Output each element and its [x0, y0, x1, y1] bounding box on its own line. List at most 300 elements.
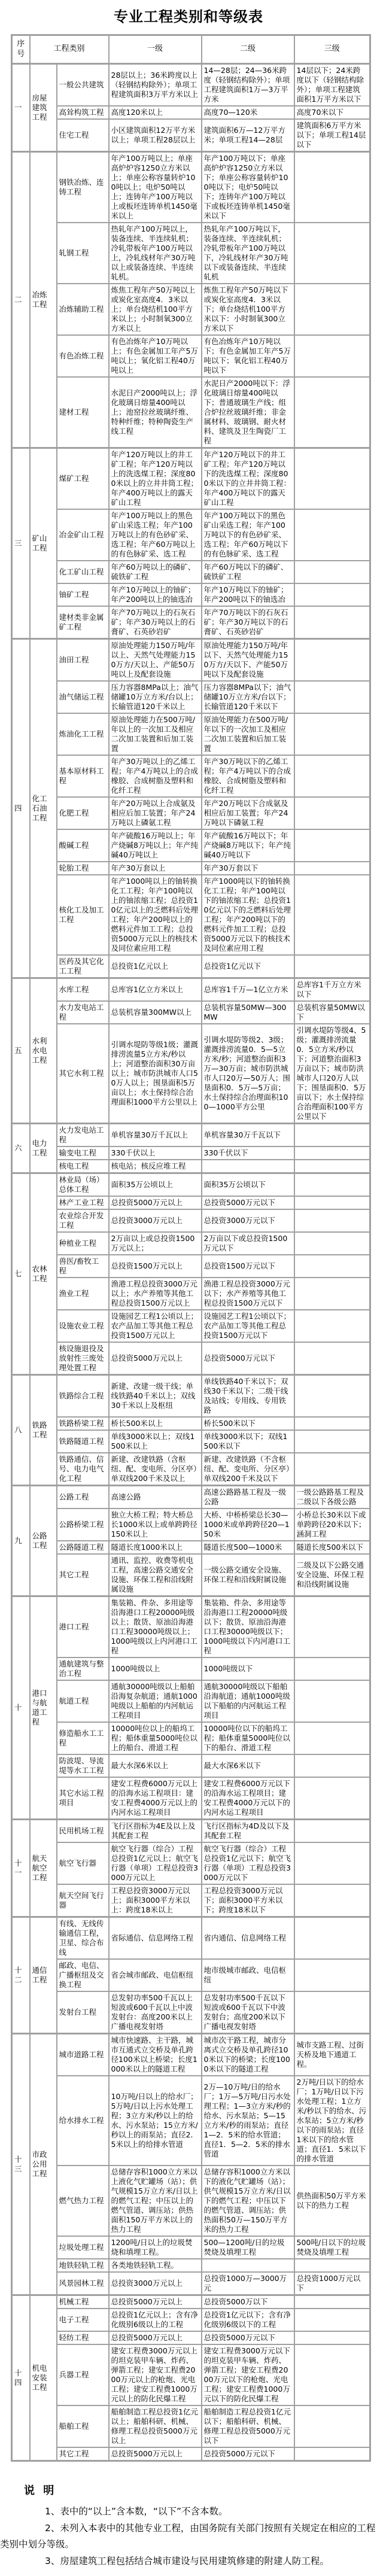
- table-row: [12, 1278, 370, 1310]
- subcategory-cell: 公路工程: [57, 1486, 109, 1509]
- subcategory-cell: 钢铁冶炼、连铸工程: [57, 152, 109, 223]
- grade3-cell: [294, 1680, 370, 1722]
- table-row: [12, 1196, 370, 1209]
- header-row: [12, 35, 370, 64]
- grade1-cell: 年产20万吨以上合成氨及相应后加工装置；年产24万吨以上磷氨工程: [109, 797, 202, 829]
- grade2-cell: 年产120万吨以下的井工矿工程；年产120万吨以下的洗选煤工程；深度800米以下的立井井筒工程：年产400万吨以下的露天矿山工程: [202, 448, 294, 510]
- table-row: [12, 978, 370, 1002]
- grade1-cell: 单机容量30万千瓦以上: [109, 1124, 202, 1147]
- table-row: [12, 1173, 370, 1197]
- grade2-cell: 年产30万套以下: [202, 862, 294, 875]
- subcategory-cell: 建材工程: [57, 377, 109, 448]
- subcategory-cell: 水力发电站工程: [57, 1001, 109, 1024]
- header-seq: 序号: [12, 35, 30, 64]
- grade2-cell: 设施园艺工程1公顷以下；农产品加工等其他工程总投资1500万元以下: [202, 1310, 294, 1342]
- section-一: [12, 64, 370, 152]
- section-十三: [12, 2034, 370, 2295]
- subcategory-cell: 铁路桥梁工程: [57, 1417, 109, 1430]
- table-row: [12, 862, 370, 875]
- subcategory-cell: 冶金矿山工程: [57, 509, 109, 561]
- grade3-cell: [294, 639, 370, 682]
- grade2-cell: 年产100万吨以下的黑色矿山采选工程；年产100万吨以下的有色砂矿采、选工程；年产60万吨以下的有色脉矿采、选工程: [202, 509, 294, 561]
- subcategory-cell: 铁路综合工程: [57, 1375, 109, 1418]
- grade1-cell: 10000吨位以上的船坞工程；船体重量5000吨位以上的船台、滑道工程: [109, 1722, 202, 1754]
- section-name-cell: 航天航空工程: [30, 1820, 57, 1917]
- grade2-cell: 高度70—120米: [202, 106, 294, 119]
- section-十: [12, 1596, 370, 1820]
- grade1-cell: 总投资5000万元以上: [109, 1196, 202, 1209]
- subcategory-cell: 铀矿工程: [57, 583, 109, 606]
- table-row: [12, 1596, 370, 1658]
- table-row: [12, 106, 370, 119]
- grade2-cell: 1000吨级以下: [202, 1657, 294, 1680]
- grade1-cell: 集装箱、件杂、多用途等沿海港口工程20000吨级以上；散货、原油沿海港口工程30000吨级以上；1000吨级以上内河港口工程: [109, 1596, 202, 1658]
- section-name-cell: 电力工程: [30, 1124, 57, 1173]
- seq-cell: 八: [12, 1375, 30, 1486]
- grade3-cell: [294, 1596, 370, 1658]
- subcategory-cell: 有线、无线传输通信工程，卫星、综合布线: [57, 1917, 109, 1960]
- subcategory-cell: 船舶工程: [57, 2405, 109, 2447]
- grade3-cell: [294, 1917, 370, 1960]
- grade3-cell: [294, 1209, 370, 1232]
- grade3-cell: [294, 583, 370, 606]
- grade1-cell: 城市快速路、主干路，城市互通式立交桥及单孔跨径100米以上桥梁；长度1000米以上的隧道工程: [109, 2034, 202, 2076]
- grade1-cell: 高速公路: [109, 1486, 202, 1509]
- grade2-cell: 大桥、中桥桥梁总长30—1000米或单跨跨径20—150米: [202, 1509, 294, 1541]
- table-row: [12, 1680, 370, 1722]
- grade2-cell: 地市级城市邮政、电信枢纽: [202, 1959, 294, 1991]
- table-row: [12, 64, 370, 107]
- grade2-cell: 2万亩以下或总投资1500万元以下: [202, 1232, 294, 1255]
- subcategory-cell: 其它工程: [57, 1554, 109, 1596]
- section-name-cell: 机电安装工程: [30, 2295, 57, 2461]
- section-name-cell: 市政公用工程: [30, 2034, 57, 2295]
- table-row: [12, 2331, 370, 2344]
- subcategory-cell: 燃气热力工程: [57, 2166, 109, 2236]
- grade1-cell: 1200吨/日以上的垃圾焚烧和填埋工程。: [109, 2236, 202, 2259]
- grade3-cell: [294, 681, 370, 713]
- grade1-cell: 年产100万吨以上；单座高炉炉容1250立方米以上；单座公称容量转炉100吨以上；电炉50吨以上；连铸年产100万吨以上或板坯连铸单机1450毫米以上: [109, 152, 202, 223]
- grade1-cell: 原油处理能力在500万吨/年以上的一次加工及相应二次加工装置和后加工装置: [109, 713, 202, 755]
- grade1-cell: 省际通信、信息网络工程: [109, 1917, 202, 1960]
- notes-heading: 说 明: [24, 2484, 57, 2498]
- table-row: [12, 1820, 370, 1843]
- seq-cell: 十三: [12, 2034, 30, 2295]
- grade2-cell: 压力容器8MPa以下；油气储罐10万立方米/台以下；长输管道120千米以下: [202, 681, 294, 713]
- grade3-cell: [294, 152, 370, 223]
- header-grade1: 一级: [109, 35, 202, 64]
- grade2-cell: 通航30000吨级以下船舶沿海航道；通航1000吨级以下船舶的内河航运工程项目: [202, 1680, 294, 1722]
- table-row: [12, 1001, 370, 1024]
- grade2-cell: 年产硫酸16万吨以下；年产烧碱8万吨以下；年产纯碱40万吨以下: [202, 829, 294, 862]
- grade3-cell: [294, 2309, 370, 2331]
- subcategory-cell: 航空飞行器: [57, 1842, 109, 1884]
- grade1-cell: 炼焦工程年产50万吨以上或炭化室高度4．3米以上；单台烧结机100平方米以上；小时制氧300立方米以上: [109, 284, 202, 335]
- table-row: [12, 223, 370, 284]
- grade1-cell: 年产30万吨以上的乙烯工程；年产4万吨以上的合成橡胶、合成树脂及塑料和化纤工程: [109, 755, 202, 797]
- grade2-cell: 建安工程费3000万元以下的坦克装甲车辆、炸药、弹箭工程；建安工程费2000万元以下的枪炮、光电工程；建安工程费1000万元以下的防化民爆工程: [202, 2344, 294, 2405]
- subcategory-cell: 公路隧道工程: [57, 1541, 109, 1554]
- grade1-cell: 总投资1500万元以上: [109, 1255, 202, 1278]
- table-row: [12, 1310, 370, 1342]
- grade2-cell: 单线3000米以下；双线1500米以下: [202, 1430, 294, 1453]
- table-row: [12, 1991, 370, 2034]
- subcategory-cell: 油气储运工程: [57, 681, 109, 713]
- grade3-cell: 500吨/日以下的垃圾焚烧及填埋工程: [294, 2236, 370, 2259]
- grade2-cell: 引调水堤防等级2、3级；灌溉排涝流量0．5—5立方米/秒；河道整治面积3万—30万亩；城市防洪城市人口20万—50万人；围垦面积0．5万—5万亩；水土保持综合治理面积100—1000平方公里: [202, 1024, 294, 1124]
- table-row: [12, 2447, 370, 2461]
- grade3-cell: [294, 797, 370, 829]
- table-row: [12, 1486, 370, 1509]
- grade2-cell: 城市次干路工程，城市分离式立交桥及单孔跨径100米以下的桥梁；长度1000米以下的隧道工程: [202, 2034, 294, 2076]
- table-row: [12, 1024, 370, 1124]
- subcategory-cell: 火力发电站工程: [57, 1124, 109, 1147]
- grade1-cell: 总投资5000万元以上: [109, 2295, 202, 2309]
- subcategory-cell: 机械工程: [57, 2295, 109, 2309]
- subcategory-cell: 设施农业工程: [57, 1310, 109, 1342]
- grade2-cell: [202, 1160, 294, 1173]
- table-row: [12, 2295, 370, 2309]
- section-十一: [12, 1820, 370, 1917]
- section-name-cell: 化工石油工程: [30, 639, 57, 978]
- grade1-cell: 1000吨级以上: [109, 1657, 202, 1680]
- table-row: [12, 955, 370, 978]
- grade2-cell: 面积35万公顷以下: [202, 1173, 294, 1197]
- grade3-cell: [294, 1820, 370, 1843]
- table-row: [12, 1453, 370, 1486]
- subcategory-cell: 铁路通信、信号、电力电气化工程: [57, 1453, 109, 1486]
- table-row: [12, 875, 370, 955]
- table-row: [12, 2236, 370, 2259]
- subcategory-cell: 林业局（场）总体工程: [57, 1173, 109, 1197]
- table-row: [12, 829, 370, 862]
- seq-cell: 三: [12, 448, 30, 639]
- section-十四: [12, 2295, 370, 2461]
- grade1-cell: 新建、改建一级干线；单线铁路40千米以上；双线30千米以上及枢纽: [109, 1375, 202, 1418]
- table-row: [12, 2309, 370, 2331]
- grade2-cell: 年产10万吨以下的铀矿；年产200吨以下的铀选冶: [202, 583, 294, 606]
- header-grade2: 二级: [202, 35, 294, 64]
- grade3-cell: [294, 2405, 370, 2447]
- table-row: [12, 1842, 370, 1884]
- grade3-cell: [294, 561, 370, 583]
- grade3-cell: [294, 448, 370, 510]
- grade2-cell: 原油处理能力150万吨/年以下、天然气处理能力150万方/天以下、产能50万吨以下及配套设施: [202, 639, 294, 682]
- section-十二: [12, 1917, 370, 2034]
- grade1-cell: 核电站；核反应堆工程: [109, 1160, 202, 1173]
- grade1-cell: 2万亩以上或总投资1500万元以上；: [109, 1232, 202, 1255]
- grade1-cell: 年产30万套以上: [109, 862, 202, 875]
- grade3-cell: [294, 1991, 370, 2034]
- table-row: [12, 797, 370, 829]
- subcategory-cell: 基本原材料工程: [57, 755, 109, 797]
- table-row: [12, 1657, 370, 1680]
- grade1-cell: 10万吨/日以上的给水厂；5万吨/日以上污水处理工程；3立方米/秒以上的给水、污水泵站；15立方米/秒以上的雨泵站；直径2．5米以上的给排水管道: [109, 2076, 202, 2166]
- table-row: [12, 1884, 370, 1917]
- seq-cell: 二: [12, 152, 30, 448]
- table-wrap: [11, 34, 369, 2462]
- grade2-cell: 总储存容积1000立方米以下的液化气贮罐场（站）；供气规模15万立方米/日以下的燃气工程；中压以下的燃气管道、调压站；供热面积50万—150万平方米的热力工程: [202, 2166, 294, 2236]
- grade1-cell: 年产硫酸16万吨以上；年产烧碱8万吨以上；年产纯碱40万吨以上: [109, 829, 202, 862]
- grade3-cell: [294, 1375, 370, 1418]
- grade2-cell: 2万—10万吨/日的给水厂；1万—5万吨/日污水处理工程；1—3立方米/秒的给水、污水泵站；5—15 立方米/秒的雨泵站；直径1—2．5米的给水管道；直径1．5—2．5米的排水管道: [202, 2076, 294, 2166]
- grade3-cell: [294, 1959, 370, 1991]
- table-row: [12, 119, 370, 152]
- grade1-cell: 330千伏以上: [109, 1146, 202, 1160]
- grade1-cell: 渔港工程总投资3000万元以上；水产养殖等其他工程总投资1500万元以上: [109, 1278, 202, 1310]
- grade1-cell: 总投资5000万元以上: [109, 2331, 202, 2344]
- table-row: [12, 1754, 370, 1777]
- grade1-cell: 通航30000吨级以上船舶沿海复杂航道；通航1000吨级以上船舶的内河航运工程项目: [109, 1680, 202, 1722]
- grade2-cell: 年产30万吨以下的乙烯工程；年产4万吨以下的合成橡胶、合成树脂及塑料和化纤工程: [202, 755, 294, 797]
- notes: [0, 2482, 377, 2575]
- grade3-cell: [294, 1146, 370, 1160]
- grade2-cell: 渔港工程总投资3000万元以下；水产养殖等其他工程总投资1500万元以下: [202, 1278, 294, 1310]
- grade1-cell: 总投资1亿元以上；含有净化级别6级以上的工程: [109, 2309, 202, 2331]
- subcategory-cell: 核化工及加工工程: [57, 875, 109, 955]
- grade1-cell: 总投资5000万元以上: [109, 2447, 202, 2461]
- grade3-cell: [294, 1754, 370, 1777]
- grade2-cell: 总投资5000万元以下: [202, 1342, 294, 1375]
- table-row: [12, 377, 370, 448]
- grade1-cell: 总储存容积1000立方米以上液化气贮罐场（站）；供气规模15万立方米/日以上的燃气工程；中压以上的燃气管道、调压站；供热面积150万平方米以上的热力工程: [109, 2166, 202, 2236]
- subcategory-cell: 航天空间飞行器: [57, 1884, 109, 1917]
- table-header: [12, 35, 370, 64]
- note-item: 3、房屋建筑工程包括结合城市建设与民用建筑修建的附建人防工程。: [45, 2555, 329, 2566]
- grade2-cell: 总投资5000万元以下: [202, 2331, 294, 2344]
- section-name-cell: 矿山工程: [30, 448, 57, 639]
- grade3-cell: [294, 1278, 370, 1310]
- grade3-cell: 二级及以下公路交通安全设施、环保工程和沿线附属设施: [294, 1554, 370, 1596]
- grade2-cell: 总投资1亿元以下: [202, 955, 294, 978]
- grade2-cell: 原油处理能力在500万吨/年以下的一次加工及相应二次加工装置和后加工装置: [202, 713, 294, 755]
- table-row: [12, 1124, 370, 1147]
- table-row: [12, 1255, 370, 1278]
- grade3-cell: [294, 755, 370, 797]
- table-row: [12, 1722, 370, 1754]
- table-row: [12, 639, 370, 682]
- grade2-cell: 船舶制造工程总投资1亿元以下；船舶科研、机械、修理工程总投资5000万元以下: [202, 2405, 294, 2447]
- grade3-cell: [294, 1417, 370, 1430]
- subcategory-cell: 风景园林工程: [57, 2272, 109, 2295]
- grade-table: [11, 34, 371, 2462]
- subcategory-cell: 其它工程: [57, 2447, 109, 2461]
- subcategory-cell: 农业综合开发工程: [57, 1209, 109, 1232]
- grade3-cell: [294, 1232, 370, 1255]
- subcategory-cell: 邮政、电信、广播枢纽及交换工程: [57, 1959, 109, 1991]
- table-row: [12, 2076, 370, 2166]
- table-row: [12, 1417, 370, 1430]
- page-title: 专业工程类别和等级表: [114, 8, 263, 25]
- subcategory-cell: 地铁轻轨工程: [57, 2259, 109, 2272]
- subcategory-cell: 修造船水工工程: [57, 1722, 109, 1754]
- table-row: [12, 1232, 370, 1255]
- grade2-cell: 年产1000吨以下的铀转换化工工程；年产100吨以下的铀浓缩工程；总投资10亿元以下的乏燃料后处理工程；年产200吨以下的燃料元件加工工程；总投资5000万元以下的核技术及同位素应用工程: [202, 875, 294, 955]
- section-九: [12, 1486, 370, 1596]
- grade1-cell: 航空飞行器（综合）工程总投资1亿元以上；航空飞行器（单项）工程总投资3000万元以上: [109, 1842, 202, 1884]
- grade3-cell: 总装机容量50MW以下: [294, 1001, 370, 1024]
- grade1-cell: 总投资5000万元以上: [109, 1342, 202, 1375]
- subcategory-cell: 种植业工程: [57, 1232, 109, 1255]
- grade1-cell: 建安工程费6000万元以上的沿海水运工程项目：建安工程费4000万元以上的内河水运工程项目: [109, 1777, 202, 1820]
- table-row: [12, 1541, 370, 1554]
- grade1-cell: 高度120米以上: [109, 106, 202, 119]
- grade3-cell: [294, 1310, 370, 1342]
- grade3-cell: 总库容1千万立方米以下: [294, 978, 370, 1002]
- grade1-cell: 年产70万吨以上的石灰石矿；年产30万吨以上的石膏矿、石英砂岩矿: [109, 606, 202, 639]
- subcategory-cell: 输变电工程: [57, 1146, 109, 1160]
- note-item: 1、表中的“以上”含本数，“以下”不含本数。: [45, 2506, 228, 2517]
- section-name-cell: 铁路工程: [30, 1375, 57, 1486]
- table-row: [12, 1777, 370, 1820]
- grade2-cell: [202, 2259, 294, 2272]
- seq-cell: 十四: [12, 2295, 30, 2461]
- grade3-cell: 供热面积50万平方米以下的热力工程: [294, 2166, 370, 2236]
- grade1-cell: 新建、改建铁路（含枢纽、配、变电所、分区亭）单双线200千米及以上: [109, 1453, 202, 1486]
- grade1-cell: 面积35万公顷以上: [109, 1173, 202, 1197]
- table-row: [12, 152, 370, 223]
- subcategory-cell: 发射台工程: [57, 1991, 109, 2034]
- seq-cell: 十二: [12, 1917, 30, 2034]
- subcategory-cell: 兽医/畜牧工程: [57, 1255, 109, 1278]
- grade1-cell: 年产1000吨以上的铀转换化工工程；年产100吨以上的铀浓缩工程；总投资10亿元以上的乏燃料后处理工程；年产200吨以上的燃料元件加工工程；总投资5000万元以上的核技术及同位素应用工程: [109, 875, 202, 955]
- grade2-cell: 省内通信、信息网络工程: [202, 1917, 294, 1960]
- grade2-cell: 年产60万吨以下的磷矿、硫铁矿工程: [202, 561, 294, 583]
- grade3-cell: 一级公路路基工程及二级以下各级公路: [294, 1486, 370, 1509]
- grade2-cell: 航空飞行器（综合）工程总投资1亿元以下；航空飞行器（单项）工程总投资3000万元以下: [202, 1842, 294, 1884]
- grade3-cell: [294, 955, 370, 978]
- subcategory-cell: 轮胎工程: [57, 862, 109, 875]
- section-七: [12, 1173, 370, 1375]
- subcategory-cell: 给水排水工程: [57, 2076, 109, 2166]
- grade2-cell: 总投资5000万以下: [202, 2295, 294, 2309]
- notes-items: [0, 2504, 377, 2569]
- grade2-cell: 建安工程费6000万元以下的沿海水运工程项目；建安工程费4000万元以下的内河水运工程项目: [202, 1777, 294, 1820]
- subcategory-cell: 其它水利工程: [57, 1024, 109, 1124]
- subcategory-cell: 轧钢工程: [57, 223, 109, 284]
- grade3-cell: [294, 862, 370, 875]
- section-name-cell: 房屋建筑工程: [30, 64, 57, 152]
- table-row: [12, 2166, 370, 2236]
- section-name-cell: 公路工程: [30, 1486, 57, 1596]
- table-row: [12, 1554, 370, 1596]
- grade3-cell: [294, 1842, 370, 1884]
- grade3-cell: [294, 335, 370, 377]
- table-row: [12, 606, 370, 639]
- table-row: [12, 2034, 370, 2076]
- subcategory-cell: 一般公共建筑: [57, 64, 109, 107]
- grade1-cell: 28层以上；36米跨度以上（轻钢结构除外）；单项工程建筑面积3万平方米以上: [109, 64, 202, 107]
- grade1-cell: 通讯、监控、收费等机电工程，高速公路交通安全设施、环保工程和沿线附属设施: [109, 1554, 202, 1596]
- subcategory-cell: 航道工程: [57, 1680, 109, 1722]
- grade1-cell: 总投资3000万元以上: [109, 1209, 202, 1232]
- grade2-cell: 热轧年产100万吨以下，装备连续、半连续轧机；冷轧带板年产100万吨以下，冷轧线材年产30万吨以下或装备连续、半连续轧机: [202, 223, 294, 284]
- grade1-cell: 隧道长度1000米以上: [109, 1541, 202, 1554]
- note-item: 2、未列入本表中的其他专业工程，由国务院有关部门按照有关规定在相应的工程类别中划分等级。: [0, 2522, 376, 2550]
- grade3-cell: [294, 223, 370, 284]
- section-三: [12, 448, 370, 639]
- grade3-cell: [294, 1196, 370, 1209]
- table-row: [12, 448, 370, 510]
- subcategory-cell: 建材类非金属矿工程: [57, 606, 109, 639]
- grade3-cell: [294, 2259, 370, 2272]
- subcategory-cell: 城市道路工程: [57, 2034, 109, 2076]
- subcategory-cell: 垃圾处理工程: [57, 2236, 109, 2259]
- subcategory-cell: 冶炼辅助工程: [57, 284, 109, 335]
- subcategory-cell: 医药及其它化工工程: [57, 955, 109, 978]
- grade2-cell: 总发射功率500千瓦以下短波或600千瓦以下中波发射台；高度200米以下广播电视发射塔: [202, 1991, 294, 2034]
- grade3-cell: [294, 1160, 370, 1173]
- grade2-cell: 高速公路路基工程及一级公路: [202, 1486, 294, 1509]
- subcategory-cell: 电子工程: [57, 2309, 109, 2331]
- grade1-cell: 原油处理能力150万吨/年以上、天然气处理能力150万方/天以上、产能50万吨以上及配套设施: [109, 639, 202, 682]
- grade1-cell: 总投资3000万元以上: [109, 2272, 202, 2295]
- grade3-cell: [294, 1430, 370, 1453]
- grade1-cell: 水泥日产2000吨以上；浮化玻璃日熔量400吨以上；池窑拉丝玻璃纤维、特种纤维；特种陶瓷生产线工程: [109, 377, 202, 448]
- grade2-cell: 有色冶炼年产10万吨以下；有色金属加工年产5万吨以下；氧化铝工程40万吨以下: [202, 335, 294, 377]
- grade1-cell: 总库容1亿立方米以上: [109, 978, 202, 1002]
- grade2-cell: 建筑面积6万—12万平方米；单项工程14—28层: [202, 119, 294, 152]
- grade3-cell: [294, 1657, 370, 1680]
- subcategory-cell: 有色冶炼工程: [57, 335, 109, 377]
- table-row: [12, 713, 370, 755]
- grade1-cell: 建安工程费3000万元以上的坦克装甲车辆、炸药、弹箭工程；建安工程费2000万元以上的枪炮、光电工程；建安工程费1000万元以上的防化民爆工程: [109, 2344, 202, 2405]
- subcategory-cell: 铁路隧道工程: [57, 1430, 109, 1453]
- grade2-cell: 总装机容量50MW—300MW: [202, 1001, 294, 1024]
- section-name-cell: 农林工程: [30, 1173, 57, 1375]
- grade3-cell: [294, 1722, 370, 1754]
- section-name-cell: 通信工程: [30, 1917, 57, 2034]
- grade2-cell: 总投资1000万—3000万元: [202, 2272, 294, 2295]
- grade2-cell: 10000吨位以下的船坞工程；船体重量5000吨位以下的船台、滑道工程: [202, 1722, 294, 1754]
- grade3-cell: [294, 2344, 370, 2405]
- table-row: [12, 583, 370, 606]
- subcategory-cell: 其它水运工程项目: [57, 1777, 109, 1820]
- grade1-cell: 独立大桥工程；特大桥总长1000米以上或单跨跨径150米以上: [109, 1509, 202, 1541]
- subcategory-cell: 通航建筑与整治工程: [57, 1657, 109, 1680]
- grade1-cell: 总发射功率500千瓦以上短波或600千瓦以上中波发射台：高度200米以上广播电视发射塔: [109, 1991, 202, 2034]
- grade3-cell: [294, 2447, 370, 2461]
- table-row: [12, 335, 370, 377]
- grade1-cell: 船舶制造工程总投资1亿元以上；船舶科研、机械、修理工程总投资5000万元以上: [109, 2405, 202, 2447]
- seq-cell: 四: [12, 639, 30, 978]
- table-row: [12, 681, 370, 713]
- grade1-cell: 有色冶炼年产10万吨以上；有色金属加工年产5万吨以上；氧化铝工程40万吨以上: [109, 335, 202, 377]
- grade1-cell: 年产120万吨以上的井工矿工程；年产120万吨以上的洗选煤工程；深度800米以上的立井井筒工程；年产400万吨以上的露天矿山工程: [109, 448, 202, 510]
- grade2-cell: 500—1200吨/日的垃圾焚烧及填埋工程: [202, 2236, 294, 2259]
- grade2-cell: 14—28层；24—36米跨度（轻钢结构除外）；单项工程建筑面积1万—3万平方米: [202, 64, 294, 107]
- grade3-cell: [294, 713, 370, 755]
- section-name-cell: 冶炼工程: [30, 152, 57, 448]
- section-五: [12, 978, 370, 1124]
- subcategory-cell: 防波堤、导流堤等水工工程: [57, 1754, 109, 1777]
- grade3-cell: [294, 1777, 370, 1820]
- table-row: [12, 755, 370, 797]
- seq-cell: 七: [12, 1173, 30, 1375]
- grade2-cell: 最大水深6米以下: [202, 1754, 294, 1777]
- table-row: [12, 1342, 370, 1375]
- grade3-cell: [294, 875, 370, 955]
- table-row: [12, 2259, 370, 2272]
- grade1-cell: 设施园艺工程1公顷以上；农产品加工等其他工程总投资1500万元以上: [109, 1310, 202, 1342]
- subcategory-cell: 港口工程: [57, 1596, 109, 1658]
- section-八: [12, 1375, 370, 1486]
- section-name-cell: 水利水电工程: [30, 978, 57, 1124]
- grade1-cell: 飞行区指标为4E及以上及其配套工程: [109, 1820, 202, 1843]
- grade2-cell: 集装箱、件杂、多用途等沿海港口工程20000吨级以下；散货、原油沿海港口工程30000吨级以下；1000吨级以下内河港口工程: [202, 1596, 294, 1658]
- grade2-cell: 单线铁路40千米以下；双线30千米以下；二级干线及站线；专用线、专用铁路: [202, 1375, 294, 1418]
- subcategory-cell: 民用机场工程: [57, 1820, 109, 1843]
